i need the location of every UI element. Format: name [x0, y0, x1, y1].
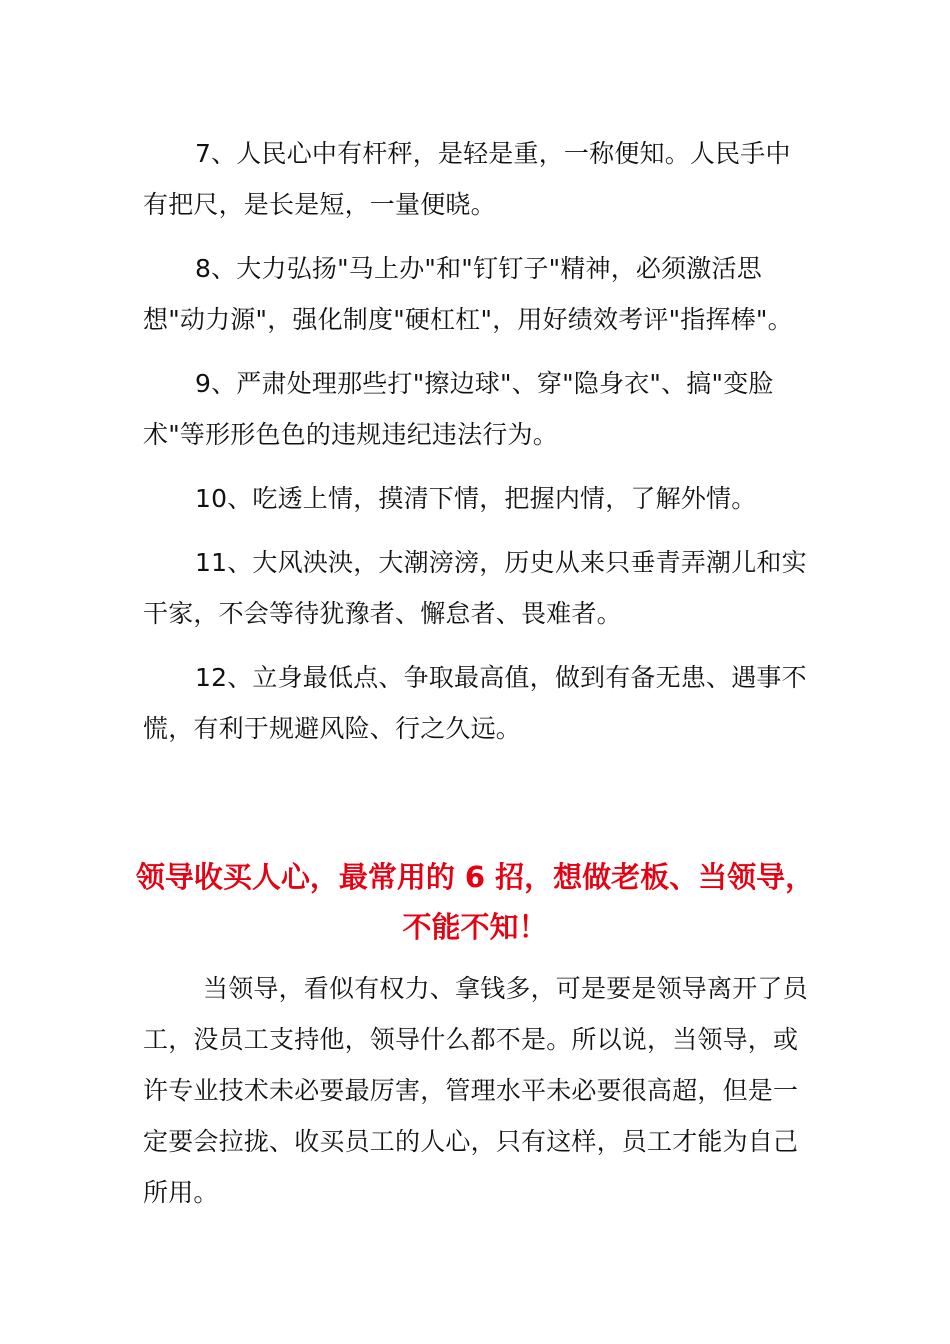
list-item: 12、立身最低点、争取最高值，做到有备无患、遇事不慌，有利于规避风险、行之久远。	[143, 663, 807, 743]
list-item: 10、吃透上情，摸清下情，把握内情，了解外情。	[195, 484, 757, 513]
list-item: 7、人民心中有杆秤，是轻是重，一称便知。人民手中有把尺，是长是短，一量便晓。	[143, 139, 791, 219]
quote-list	[143, 128, 808, 767]
list-item: 9、严肃处理那些打"擦边球"、穿"隐身衣"、搞"变脸术"等形形色色的违规违纪违法行为。	[143, 369, 774, 449]
list-item: 11、大风泱泱，大潮滂滂，历史从来只垂青弄潮儿和实干家，不会等待犹豫者、懈怠者、畏难者。	[143, 548, 807, 628]
list-item: 8、大力弘扬"马上办"和"钉钉子"精神，必须激活思想"动力源"，强化制度"硬杠杠"，用好绩效考评"指挥棒"。	[143, 254, 793, 334]
article-title: 领导收买人心，最常用的 6 招，想做老板、当领导，不能不知！	[135, 860, 815, 944]
intro-paragraph: 当领导，看似有权力、拿钱多，可是要是领导离开了员工，没员工支持他，领导什么都不是。所以说，当领导，或许专业技术未必要最厉害，管理水平未必要很高超，但是一定要会拉拢、收买员工的人心，只有这样，员工才能为自己所用。	[143, 974, 808, 1207]
